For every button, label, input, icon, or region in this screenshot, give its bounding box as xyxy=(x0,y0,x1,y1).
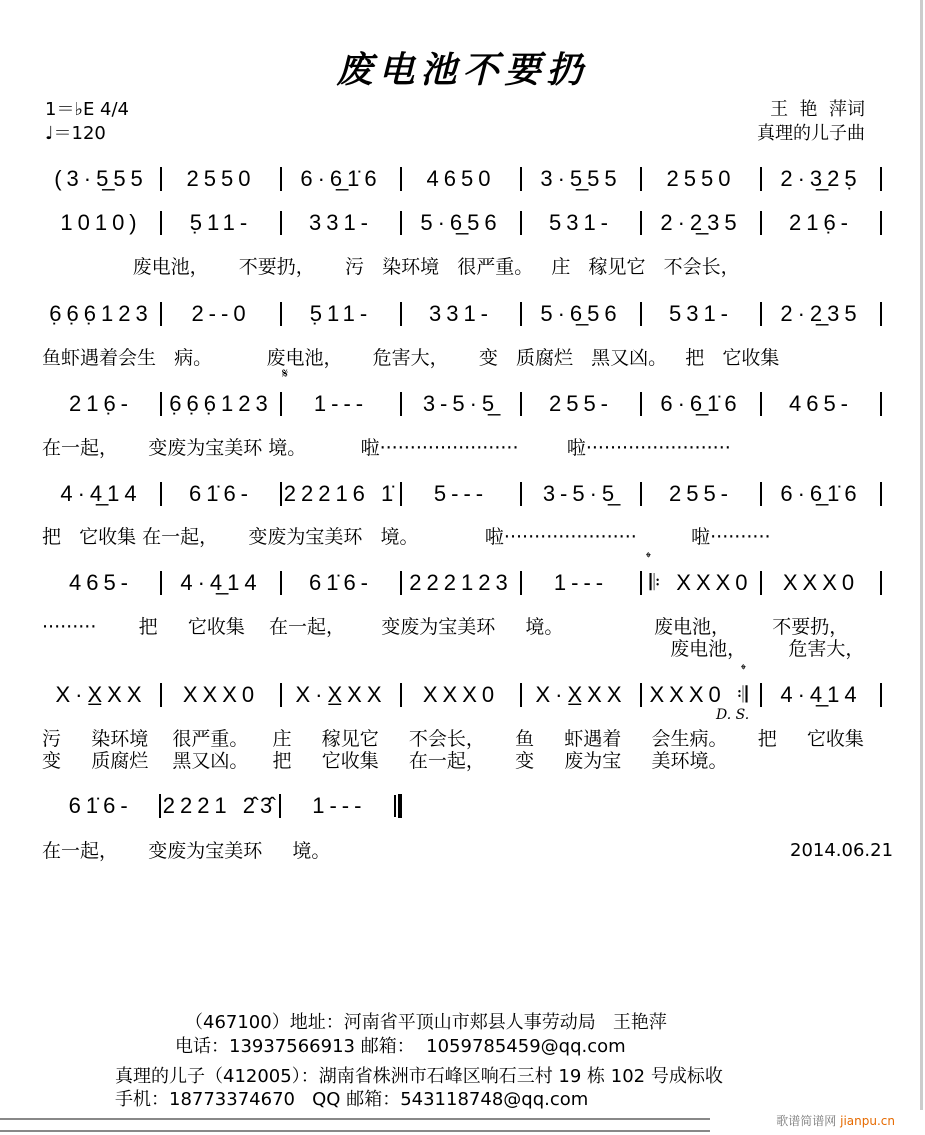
lyricist: 王 艳 萍词 xyxy=(770,99,865,120)
notation-line xyxy=(42,208,882,238)
divider xyxy=(0,1130,710,1132)
notation-line xyxy=(42,568,882,598)
measure: 255- xyxy=(548,391,614,416)
lyric-line: 废电池， 危害大， xyxy=(42,638,865,660)
measure: X·X̲XX xyxy=(535,682,627,707)
measure: 5--- xyxy=(433,481,489,506)
measure: 2·2̲35 xyxy=(660,210,742,235)
measure: XXX0 xyxy=(782,570,860,595)
divider xyxy=(0,1118,710,1120)
measure: 4·4̲14 xyxy=(60,481,142,506)
measure: 5·6̲56 xyxy=(540,301,622,326)
lyric-line: 变 质腐烂 黑又凶。 把 它收集 在一起， 变 废为宝 美环境。 xyxy=(42,750,728,772)
measure: 5̣11- xyxy=(309,301,373,326)
footer-address-1: （467100）地址：河南省平顶山市郏县人事劳动局 王艳萍 xyxy=(185,1012,667,1033)
measure: 6·6̲1̇6 xyxy=(300,166,382,191)
measure: 465- xyxy=(788,391,854,416)
lyric-line: 在一起， 变废为宝美环 境。 xyxy=(42,840,331,862)
notation-line xyxy=(42,791,402,821)
lyric-line: 鱼虾遇着会生 病。 废电池， 危害大， 变 质腐烂 黑又凶。 把 它收集 xyxy=(42,347,780,369)
bar-line xyxy=(880,482,882,506)
measure: 4650 xyxy=(426,166,496,191)
measure: 61̇6- xyxy=(68,793,133,818)
measure: 1--- xyxy=(312,793,367,818)
measure: 6·6̲1̇6 xyxy=(660,391,742,416)
measure: 2--0 xyxy=(191,301,251,326)
measure: 4·4̲14 xyxy=(180,570,262,595)
measure: 255- xyxy=(668,481,734,506)
watermark-en: jianpu.cn xyxy=(840,1114,895,1128)
measure: 𝄆 XXX0 xyxy=(649,570,753,595)
date: 2014.06.21 xyxy=(790,840,894,861)
measure: 222123 xyxy=(409,570,513,595)
measure: 61̇6- xyxy=(308,570,374,595)
footer-address-2: 真理的儿子（412005）：湖南省株洲市石峰区响石三村 19 栋 102 号成标收 xyxy=(115,1066,723,1087)
measure: 2·3̲25̣ xyxy=(780,166,862,191)
measure: 331- xyxy=(428,301,494,326)
bar-line xyxy=(880,571,882,595)
lyric-line: 污 染环境 很严重。 庄 稼见它 不会长， 鱼 虾遇着 会生病。 把 它收集 xyxy=(42,728,864,750)
measure: XXX0 xyxy=(422,682,500,707)
bar-line xyxy=(880,302,882,326)
lyric-line: ········· 把 它收集 在一起， 变废为宝美环 境。 废电池， 不要扔， xyxy=(42,616,849,638)
ds-mark: D. S. xyxy=(716,707,750,723)
final-bar-line xyxy=(398,794,402,818)
measure: 1--- xyxy=(553,570,609,595)
lyric-line: 把 它收集 在一起， 变废为宝美环 境。 啦······················ 啦·········· xyxy=(42,526,771,548)
measure: 465- xyxy=(68,570,134,595)
measure: 61̇6- xyxy=(188,481,254,506)
measure: 3·5̲55 xyxy=(540,166,622,191)
measure: 531- xyxy=(548,210,614,235)
bar-line xyxy=(880,167,882,191)
measure: 4·4̲14 xyxy=(780,682,862,707)
bar-line xyxy=(880,392,882,416)
footer-contact-1: 电话：13937566913 邮箱： 1059785459@qq.com xyxy=(175,1036,626,1057)
key-signature: 1＝♭E 4/4 xyxy=(45,99,130,120)
composer: 真理的儿子曲 xyxy=(757,123,865,144)
measure: 5̣11- xyxy=(189,210,253,235)
measure: 2550 xyxy=(186,166,256,191)
measure: 6̣6̣6̣123 xyxy=(49,301,153,326)
notation-line xyxy=(42,479,882,509)
song-title: 废电池不要扔 xyxy=(336,49,589,91)
segno-mark: 𝄋 xyxy=(282,366,289,382)
lyric-line: 在一起， 变废为宝美环 境。 啦······················· 啦························ xyxy=(42,437,731,459)
measure: 2550 xyxy=(666,166,736,191)
measure: 216̣- xyxy=(68,391,134,416)
notation-line xyxy=(42,389,882,419)
watermark xyxy=(776,1112,895,1129)
measure: 2·2̲35 xyxy=(780,301,862,326)
measure: 3-5·5̲ xyxy=(422,391,500,416)
measure: 6·6̲1̇6 xyxy=(780,481,862,506)
measure: 1010) xyxy=(60,210,142,235)
measure: X·X̲XX xyxy=(55,682,147,707)
notation-line xyxy=(42,164,882,194)
measure: 5·6̲56 xyxy=(420,210,502,235)
footer-contact-2: 手机：18773374670 QQ 邮箱：543118748@qq.com xyxy=(115,1089,589,1110)
measure: XXX0 𝄇 xyxy=(649,682,753,707)
measure: 531- xyxy=(668,301,734,326)
bar-line xyxy=(880,683,882,707)
notation-line xyxy=(42,299,882,329)
coda-mark: 𝄌 xyxy=(741,662,746,678)
tempo: ♩＝120 xyxy=(45,123,106,144)
measure: XXX0 xyxy=(182,682,260,707)
lyric-line: 废电池， 不要扔， 污 染环境 很严重。 庄 稼见它 不会长， xyxy=(42,256,740,278)
measure: 6̣6̣6̣123 xyxy=(169,391,273,416)
measure: X·X̲XX xyxy=(295,682,387,707)
measure: 216̣- xyxy=(788,210,854,235)
measure: 3-5·5̲ xyxy=(542,481,620,506)
measure: 1--- xyxy=(313,391,369,416)
measure: 331- xyxy=(308,210,374,235)
watermark-cn: 歌谱简谱网 xyxy=(776,1114,837,1128)
notation-line xyxy=(42,680,882,710)
coda-mark: 𝄌 xyxy=(646,550,651,566)
measure: 22216 1̇ xyxy=(283,481,399,506)
measure: 2221 2̂3̂ xyxy=(162,793,278,818)
measure: (3·5̲55 xyxy=(54,166,148,191)
bar-line xyxy=(880,211,882,235)
